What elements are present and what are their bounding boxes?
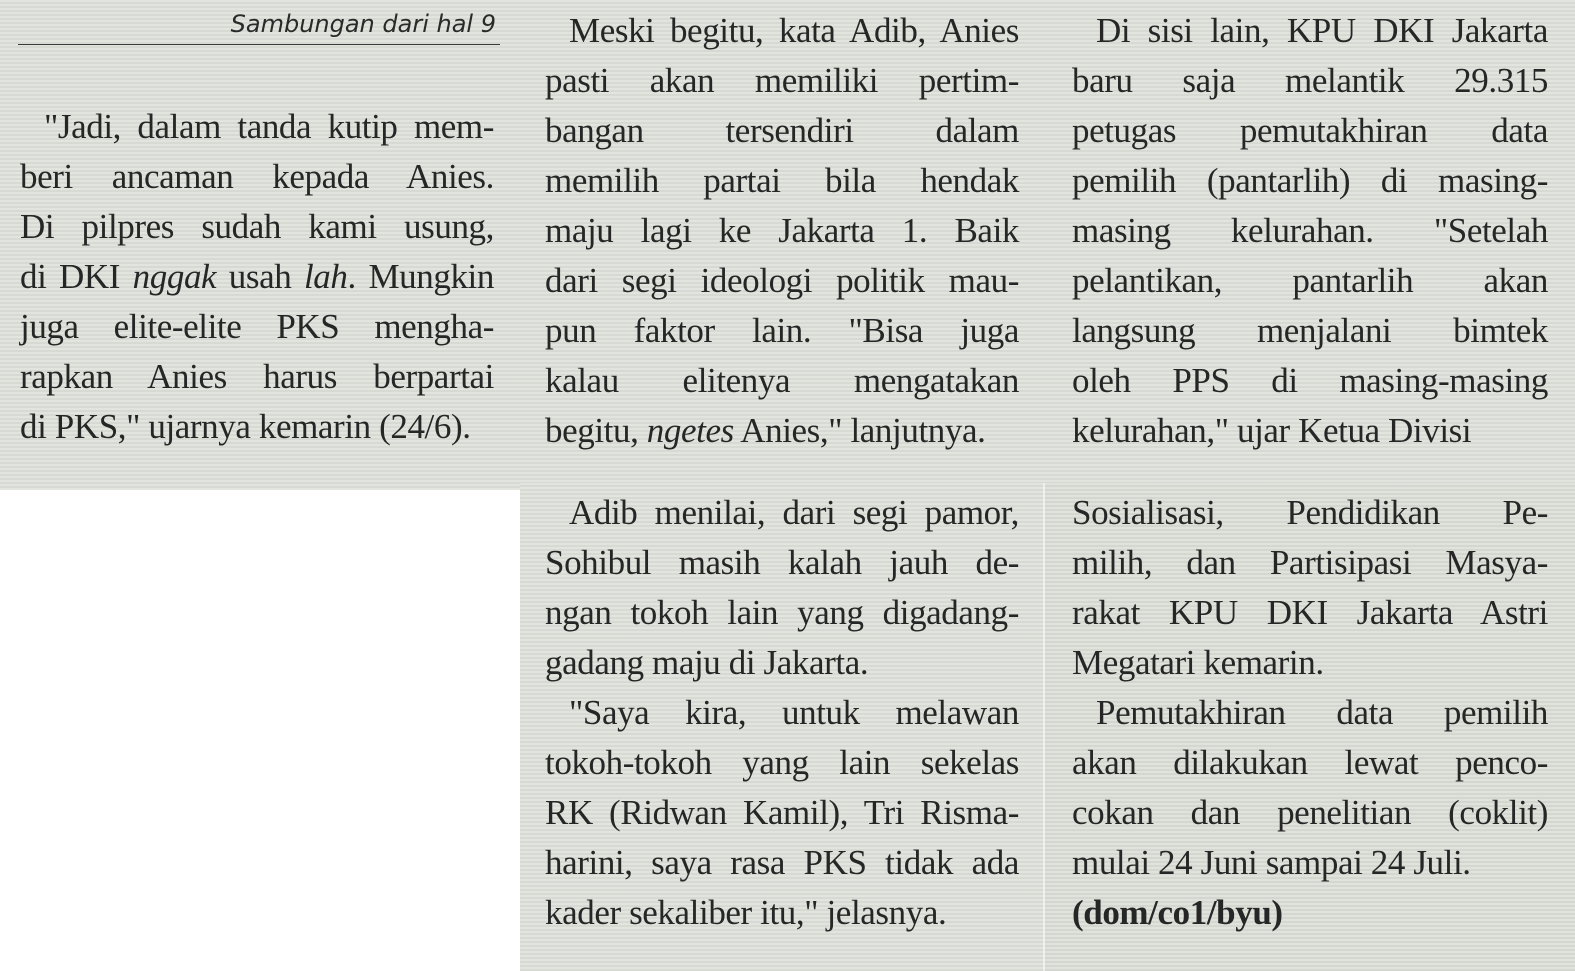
text-line: akan dilakukan lewat penco-	[1072, 743, 1548, 782]
text-line: pasti akan memiliki pertim-	[545, 61, 1019, 100]
text-line: bangan tersendiri dalam	[545, 111, 1019, 150]
paragraph	[545, 688, 1019, 938]
continuation-label: Sambungan dari hal 9	[18, 10, 500, 45]
text-line: juga elite-elite PKS mengha-	[20, 307, 494, 346]
article-column-2-bottom	[545, 488, 1019, 938]
text-line: ngan tokoh lain yang digadang-	[545, 593, 1019, 632]
text-line: di DKI nggak usah lah. Mungkin	[20, 257, 494, 296]
text-line: harini, saya rasa PKS tidak ada	[545, 843, 1019, 882]
text-line: "Saya kira, untuk melawan	[569, 693, 1019, 732]
text-line: maju lagi ke Jakarta 1. Baik	[545, 211, 1019, 250]
text-line: dari segi ideologi politik mau-	[545, 261, 1019, 300]
text-line: rakat KPU DKI Jakarta Astri	[1072, 593, 1548, 632]
text-line: Pemutakhiran data pemilih	[1096, 693, 1548, 732]
text-line: baru saja melantik 29.315	[1072, 61, 1548, 100]
text-line: pemilih (pantarlih) di masing-	[1072, 161, 1548, 200]
text-line: gadang maju di Jakarta.	[545, 643, 869, 682]
text-line: Di pilpres sudah kami usung,	[20, 207, 494, 246]
text-line: Meski begitu, kata Adib, Anies	[569, 11, 1019, 50]
text-line: memilih partai bila hendak	[545, 161, 1019, 200]
text-line: beri ancaman kepada Anies.	[20, 157, 494, 196]
text-line: milih, dan Partisipasi Masya-	[1072, 543, 1548, 582]
paragraph	[20, 102, 494, 452]
paragraph	[1072, 488, 1548, 688]
text-line: kader sekaliber itu," jelasnya.	[545, 893, 947, 932]
text-line: Sosialisasi, Pendidikan Pe-	[1072, 493, 1548, 532]
text-line: kelurahan," ujar Ketua Divisi	[1072, 411, 1472, 450]
article-column-2-top	[545, 6, 1019, 456]
paragraph	[1072, 688, 1548, 888]
text-line: RK (Ridwan Kamil), Tri Risma-	[545, 793, 1019, 832]
text-line: pun faktor lain. "Bisa juga	[545, 311, 1019, 350]
article-column-1	[20, 102, 494, 452]
column-divider	[1043, 483, 1045, 971]
paragraph	[545, 6, 1019, 456]
text-line: mulai 24 Juni sampai 24 Juli.	[1072, 843, 1471, 882]
text-line: langsung menjalani bimtek	[1072, 311, 1548, 350]
text-line: cokan dan penelitian (coklit)	[1072, 793, 1548, 832]
text-line: rapkan Anies harus berpartai	[20, 357, 494, 396]
text-line: "Jadi, dalam tanda kutip mem-	[44, 107, 494, 146]
text-line: pelantikan, pantarlih akan	[1072, 261, 1548, 300]
text-line: di PKS," ujarnya kemarin (24/6).	[20, 407, 471, 446]
text-line: Sohibul masih kalah jauh de-	[545, 543, 1019, 582]
byline-paragraph	[1072, 888, 1548, 938]
byline: (dom/co1/byu)	[1072, 893, 1283, 932]
text-line: tokoh-tokoh yang lain sekelas	[545, 743, 1019, 782]
paragraph	[545, 488, 1019, 688]
text-line: petugas pemutakhiran data	[1072, 111, 1548, 150]
article-column-3-bottom	[1072, 488, 1548, 938]
article-column-3-top	[1072, 6, 1548, 456]
text-line: kalau elitenya mengatakan	[545, 361, 1019, 400]
text-line: Di sisi lain, KPU DKI Jakarta	[1096, 11, 1548, 50]
text-line: Adib menilai, dari segi pamor,	[569, 493, 1019, 532]
paragraph	[1072, 6, 1548, 456]
text-line: Megatari kemarin.	[1072, 643, 1324, 682]
text-line: masing kelurahan. "Setelah	[1072, 211, 1548, 250]
text-line: oleh PPS di masing-masing	[1072, 361, 1548, 400]
text-line: begitu, ngetes Anies," lanjutnya.	[545, 411, 986, 450]
